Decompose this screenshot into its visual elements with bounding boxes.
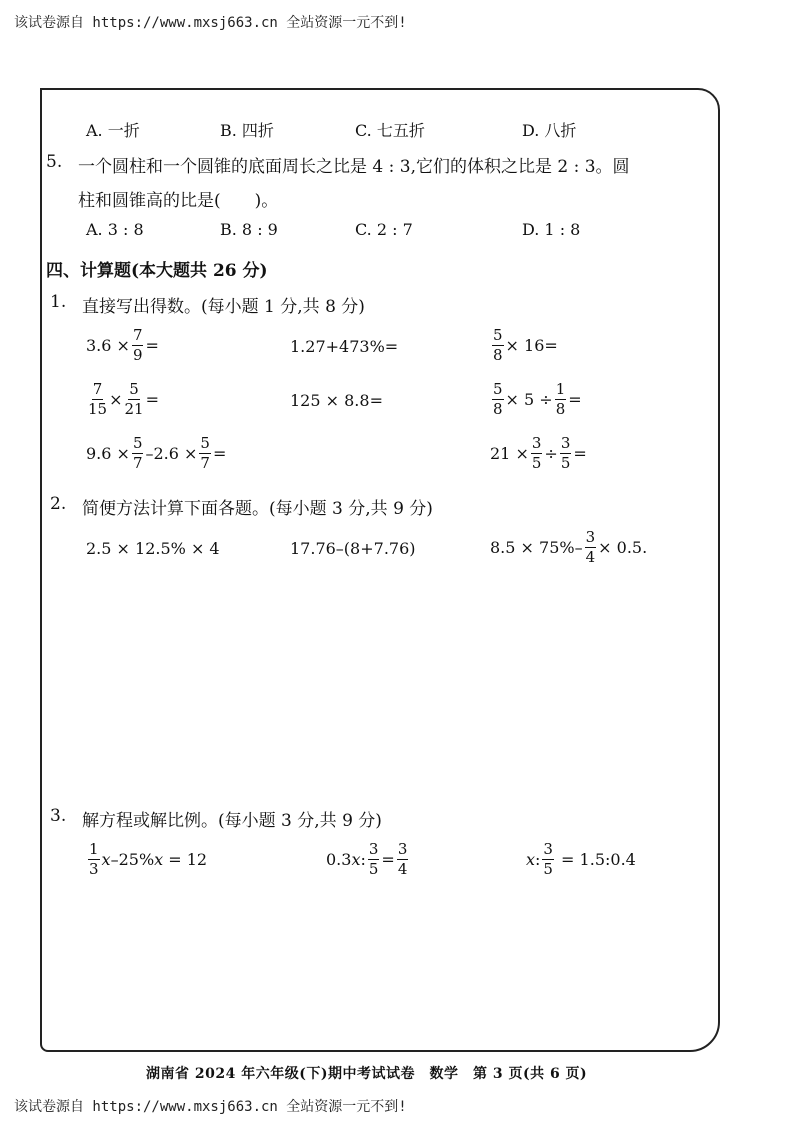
section-title: 四、计算题(本大题共 26 分) [46, 261, 268, 281]
q4-option-a: A. 一折 [86, 121, 140, 140]
expr-text: : [360, 850, 366, 869]
page-footer: 湖南省 2024 年六年级(下)期中考试试卷 数学 第 3 页(共 6 页) [146, 1066, 588, 1082]
c2-expr-1 [86, 539, 220, 558]
fraction [492, 382, 504, 417]
fraction [585, 530, 597, 565]
expr-text: = [381, 850, 395, 869]
fraction [492, 328, 504, 363]
denominator: 8 [493, 346, 503, 364]
c2-expr-2 [290, 539, 416, 558]
c2-number: 2. [50, 494, 67, 514]
expr-text: × 0.5. [598, 538, 648, 557]
variable-x: x [101, 850, 111, 869]
c3-expr-1 [86, 842, 207, 877]
q5-option-d: D. 1 : 8 [522, 220, 581, 239]
numerator: 3 [397, 840, 408, 858]
expr-text: = [212, 444, 227, 463]
fraction [531, 436, 543, 471]
numerator: 5 [132, 434, 143, 452]
fraction [125, 382, 144, 417]
denominator: 7 [200, 454, 210, 472]
expr-text: = [568, 390, 582, 409]
denominator: 5 [560, 454, 571, 472]
fraction [199, 436, 211, 471]
c3-expr-2 [326, 842, 410, 877]
fraction [542, 842, 554, 877]
expr-text: 125 × 8.8= [290, 391, 383, 410]
q5-number: 5. [46, 152, 63, 172]
c1-expr-4 [86, 382, 159, 417]
numerator: 5 [493, 380, 503, 398]
c3-title: 解方程或解比例。(每小题 3 分,共 9 分) [82, 811, 382, 831]
expr-text: = [145, 336, 159, 355]
numerator: 7 [92, 380, 103, 398]
c1-expr-5 [290, 391, 383, 410]
expr-text: × 16= [505, 336, 558, 355]
expr-text: × 5 ÷ [505, 390, 553, 409]
numerator: 1 [89, 840, 99, 858]
fraction [88, 382, 107, 417]
numerator: 3 [543, 840, 553, 858]
denominator: 3 [89, 860, 99, 878]
numerator: 5 [129, 380, 139, 398]
denominator: 5 [531, 454, 542, 472]
variable-x: x [351, 850, 361, 869]
expr-text: –2.6 × [145, 444, 198, 463]
q4-option-d: D. 八折 [522, 121, 577, 140]
expr-text: –25% [110, 850, 155, 869]
c1-title: 直接写出得数。(每小题 1 分,共 8 分) [82, 297, 365, 317]
expr-text: 9.6 × [86, 444, 130, 463]
numerator: 3 [368, 840, 379, 858]
numerator: 3 [560, 434, 571, 452]
q5-option-c: C. 2 : 7 [355, 220, 413, 239]
c2-expr-3 [490, 530, 647, 565]
fraction [88, 842, 100, 877]
c1-expr-1 [86, 328, 159, 363]
expr-text: = [573, 444, 587, 463]
fraction [560, 436, 572, 471]
watermark-bottom: 该试卷源自 https://www.mxsj663.cn 全站资源一元不到! [14, 1099, 407, 1115]
expr-text: = 12 [163, 850, 208, 869]
q5-line1: 一个圆柱和一个圆锥的底面周长之比是 4 : 3,它们的体积之比是 2 : 3。圆 [78, 157, 630, 177]
denominator: 4 [397, 860, 408, 878]
expr-text: 2.5 × 12.5% × 4 [86, 539, 220, 558]
q5-option-b: B. 8 : 9 [220, 220, 278, 239]
numerator: 5 [200, 434, 210, 452]
c1-expr-7 [86, 436, 226, 471]
fraction [132, 328, 144, 363]
denominator: 4 [585, 548, 596, 566]
fraction [368, 842, 380, 877]
q4-option-b: B. 四折 [220, 121, 274, 140]
numerator: 1 [555, 380, 566, 398]
denominator: 5 [368, 860, 379, 878]
numerator: 3 [531, 434, 542, 452]
c2-title: 简便方法计算下面各题。(每小题 3 分,共 9 分) [82, 499, 433, 519]
denominator: 21 [124, 400, 144, 418]
denominator: 7 [132, 454, 143, 472]
c3-expr-3 [526, 842, 636, 877]
denominator: 8 [493, 400, 503, 418]
variable-x: x [154, 850, 164, 869]
fraction [555, 382, 567, 417]
expr-text: ÷ [544, 444, 558, 463]
c1-number: 1. [50, 292, 67, 312]
denominator: 8 [555, 400, 566, 418]
c1-expr-2 [290, 337, 398, 356]
expr-text: 1.27+473%= [290, 337, 399, 356]
expr-text: 0.3 [326, 850, 352, 869]
numerator: 3 [585, 528, 596, 546]
denominator: 9 [132, 346, 143, 364]
expr-text: = [145, 390, 159, 409]
numerator: 5 [493, 326, 503, 344]
expr-text: 17.76–(8+7.76) [290, 539, 416, 558]
c1-expr-8 [490, 436, 587, 471]
numerator: 7 [132, 326, 143, 344]
expr-text: 3.6 × [86, 336, 130, 355]
q4-option-c: C. 七五折 [355, 121, 425, 140]
q5-option-a: A. 3 : 8 [86, 220, 144, 239]
fraction [397, 842, 409, 877]
c3-number: 3. [50, 806, 67, 826]
expr-text: × [109, 390, 123, 409]
expr-text: 8.5 × 75%– [490, 538, 583, 557]
watermark-top: 该试卷源自 https://www.mxsj663.cn 全站资源一元不到! [14, 15, 407, 31]
expr-text: = 1.5:0.4 [555, 850, 636, 869]
q5-line2: 柱和圆锥高的比是( )。 [78, 191, 279, 211]
c1-expr-3 [490, 328, 558, 363]
denominator: 5 [543, 860, 553, 878]
c1-expr-6 [490, 382, 582, 417]
expr-text: : [535, 850, 541, 869]
expr-text: 21 × [490, 444, 529, 463]
fraction [132, 436, 144, 471]
denominator: 15 [88, 400, 108, 418]
variable-x: x [526, 850, 536, 869]
